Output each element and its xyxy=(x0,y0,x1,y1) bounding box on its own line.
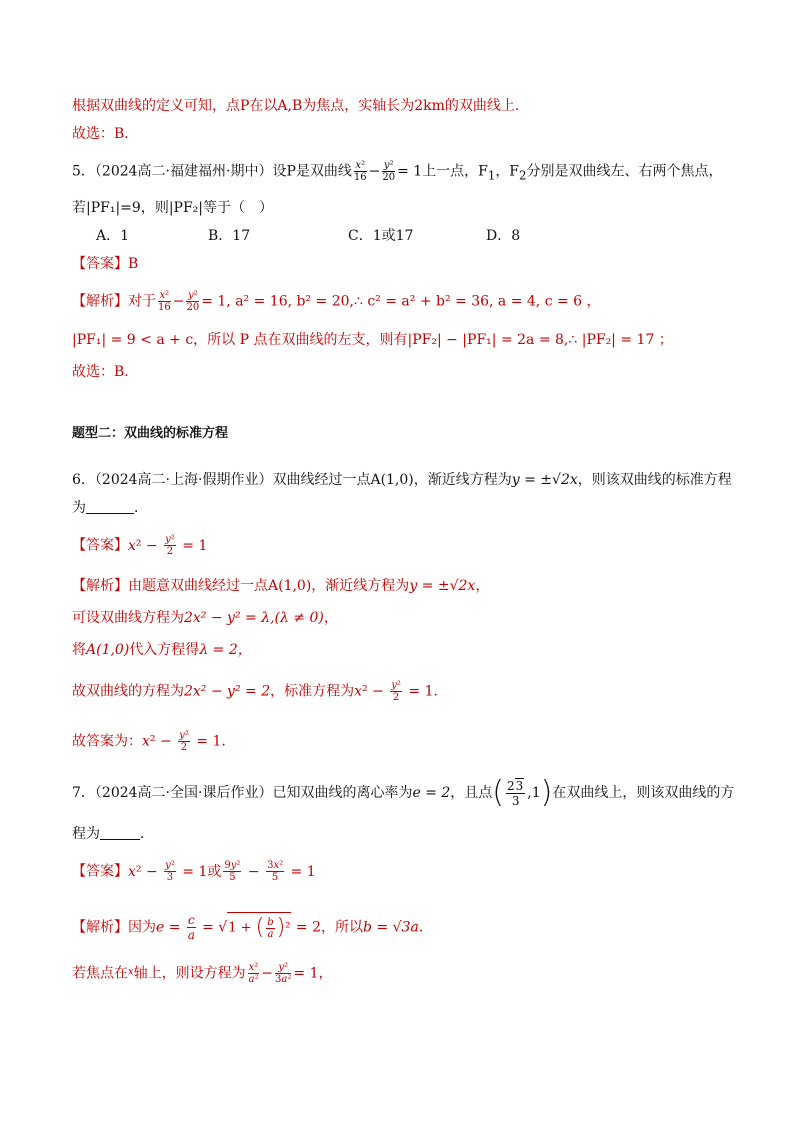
q6-analysis-4: 故双曲线的方程为2x² − y² = 2，标准方程为x² − $\frac{\text{y²}}{2}$ = 1. xyxy=(72,680,438,703)
q5-option-d: D．8 xyxy=(486,228,521,244)
q5-line1: 5．（2024高二·福建福州·期中）设P是双曲线 $\frac{\text{x²}}{16}$ − $\frac{\text{y²}}{20}$ = 1上一点，$F_1$，$F_2$分别是双曲线左、右两个焦点， xyxy=(72,160,723,183)
prev-choice: 故选：B． xyxy=(72,126,139,142)
q5-conclude: 故选：B. xyxy=(72,364,129,380)
q5-answer: 【答案】B xyxy=(72,256,139,272)
q6-analysis-1: 【解析】由题意双曲线经过一点A(1,0)，渐近线方程为y = ±√2x， xyxy=(72,578,490,594)
q6-analysis-2: 可设双曲线方程为2x² − y² = λ,(λ ≠ 0)， xyxy=(72,610,338,626)
q5-analysis-1: 【解析】对于 $\frac{\text{x²}}{16}$ − $\frac{\text{y²}}{20}$ = 1, a² = 16, b² = 20,∴ c² = a² + b² = 36, a = 4, c = 6 ， xyxy=(72,290,601,313)
q7-blank xyxy=(100,825,140,840)
q5-line2: 若|PF₁|=9，则|PF₂|等于（ ） xyxy=(72,200,273,216)
q7-answer: 【答案】x² − $\frac{\text{y²}}{3}$ = 1或 $\frac{\text{9y²}}{5}$ − $\frac{\text{3x²}}{5}$ = 1 xyxy=(72,860,316,883)
section-heading: 题型二：双曲线的标准方程 xyxy=(72,426,229,441)
q6-analysis-3: 将A(1,0)代入方程得λ = 2， xyxy=(72,642,252,658)
q6-line1: 6．（2024高二·上海·假期作业）双曲线经过一点A(1,0)，渐近线方程为y = ±√2x，则该双曲线的标准方程 xyxy=(72,472,732,488)
q7-analysis-2: 若焦点在$^x$轴上，则设方程为 $\frac{\text{x²}}{\text{a²}}$ − $\frac{\text{y²}}{\text{3a²}}$ = 1， xyxy=(72,962,333,985)
q6-answer: 【答案】x² − $\frac{\text{y²}}{2}$ = 1 xyxy=(72,534,208,557)
prev-conclusion: 根据双曲线的定义可知，点P在以A,B为焦点，实轴长为2km的双曲线上. xyxy=(72,98,520,114)
q7-analysis-1: 【解析】因为e = $\frac{c}{a}$ = √1 + ( $\frac{b}{a}$ )² = 2，所以b = √3a. xyxy=(72,913,424,942)
q7-line1: 7．（2024高二·全国·课后作业）已知双曲线的离心率为e = 2，且点( $\frac{23}{3}$ ,1)在双曲线上，则该双曲线的方 xyxy=(72,775,735,810)
q5-options xyxy=(96,226,696,246)
q5-option-b: B．17 xyxy=(208,228,251,244)
q6-line2: 为 ． xyxy=(72,500,148,516)
q7-line2: 程为 ． xyxy=(72,826,154,842)
q6-final: 故答案为：x² − $\frac{\text{y²}}{2}$ = 1. xyxy=(72,730,226,753)
q6-blank xyxy=(86,499,134,514)
q5-analysis-2: |PF₁| = 9 < a + c，所以 P 点在双曲线的左支，则有|PF₂| − |PF₁| = 2a = 8,∴ |PF₂| = 17 ； xyxy=(72,332,673,348)
q5-option-c: C．1或17 xyxy=(348,228,414,244)
q5-option-a: A．1 xyxy=(96,228,130,244)
